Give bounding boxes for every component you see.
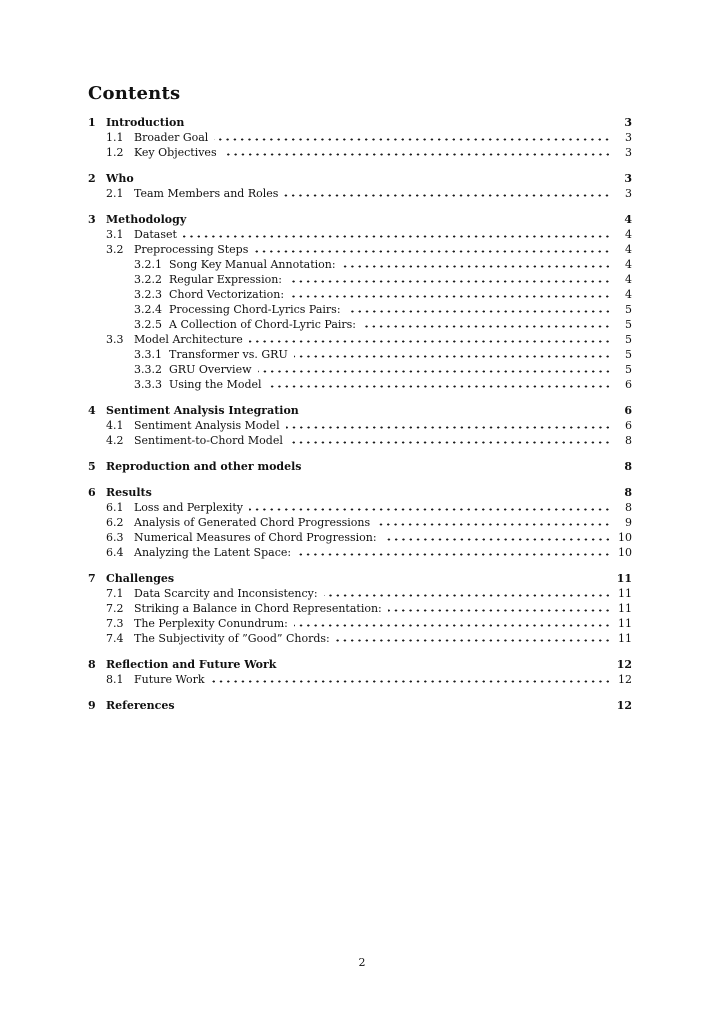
toc-entry-title: Processing Chord-Lyrics Pairs: [169,303,341,316]
toc-entry[interactable] [88,586,632,601]
toc-entry-title: Song Key Manual Annotation: [169,258,336,271]
toc-entry[interactable] [88,530,632,545]
toc-entry-title: Sentiment Analysis Model [134,419,280,432]
toc-entry[interactable] [88,171,632,186]
toc-entry[interactable] [88,459,632,474]
toc-entry-title: The Subjectivity of ”Good” Chords: [134,632,330,645]
toc-entry-number: 3 [88,213,96,226]
toc-entry-page: 8 [624,460,632,473]
toc-dot-leader [284,186,611,201]
toc-entry-page: 12 [616,658,632,671]
toc-entry-number: 3.1 [106,228,124,241]
toc-dot-leader [254,242,611,257]
toc-entry-number: 3.3.2 [134,363,162,376]
toc-list [88,115,632,713]
toc-entry[interactable] [88,302,632,317]
toc-entry-number: 6.1 [106,501,124,514]
toc-entry-page: 5 [625,303,632,316]
toc-dot-leader [282,657,611,672]
toc-dot-leader [249,332,611,347]
toc-dot-leader [140,171,611,186]
toc-entry[interactable] [88,242,632,257]
toc-entry-page: 5 [625,318,632,331]
toc-entry-page: 12 [616,699,632,712]
toc-entry-number: 1.2 [106,146,124,159]
toc-dot-leader [190,115,611,130]
toc-entry-number: 7.4 [106,632,124,645]
toc-entry[interactable] [88,500,632,515]
toc-entry[interactable] [88,571,632,586]
toc-entry[interactable] [88,287,632,302]
toc-entry-number: 3.3 [106,333,124,346]
toc-dot-leader [181,698,611,713]
toc-dot-leader [383,530,611,545]
toc-entry-page: 3 [624,172,632,185]
toc-entry-number: 6.2 [106,516,124,529]
toc-entry-number: 2 [88,172,96,185]
toc-entry-number: 3.2.1 [134,258,162,271]
toc-entry-title: Future Work [134,673,205,686]
toc-entry-title: Sentiment-to-Chord Model [134,434,283,447]
toc-entry-number: 2.1 [106,187,124,200]
toc-entry-page: 9 [625,516,632,529]
toc-entry-number: 4.1 [106,419,124,432]
toc-dot-leader [290,287,611,302]
toc-dot-leader [268,377,611,392]
toc-dot-leader [305,403,611,418]
toc-entry-page: 3 [625,146,632,159]
toc-dot-leader [362,317,611,332]
toc-entry-page: 6 [625,419,632,432]
toc-entry-page: 6 [625,378,632,391]
toc-entry-page: 8 [625,501,632,514]
toc-entry-page: 5 [625,363,632,376]
toc-dot-leader [158,485,611,500]
toc-entry-title: Introduction [106,116,185,129]
toc-entry-number: 3.2.2 [134,273,162,286]
toc-entry-number: 7.2 [106,602,124,615]
toc-entry-page: 4 [625,243,632,256]
toc-entry-title: Data Scarcity and Inconsistency: [134,587,318,600]
toc-entry-number: 4 [88,404,96,417]
toc-entry-page: 11 [618,587,632,600]
toc-entry-number: 7.1 [106,587,124,600]
toc-entry-page: 4 [625,228,632,241]
toc-entry-page: 8 [625,434,632,447]
toc-entry-title: Using the Model [169,378,262,391]
toc-entry-title: Regular Expression: [169,273,283,286]
toc-entry-number: 3.2 [106,243,124,256]
toc-entry-number: 6.3 [106,531,124,544]
toc-dot-leader [214,130,611,145]
toc-entry[interactable] [88,347,632,362]
toc-entry-title: Transformer vs. GRU [169,348,288,361]
toc-entry-page: 11 [616,572,632,585]
toc-dot-leader [308,459,612,474]
toc-entry-number: 3.2.4 [134,303,162,316]
toc-entry[interactable] [88,377,632,392]
toc-entry-title: The Perplexity Conundrum: [134,617,288,630]
toc-dot-leader [294,616,611,631]
toc-entry[interactable] [88,485,632,500]
toc-entry-page: 8 [624,486,632,499]
toc-entry-page: 4 [624,213,632,226]
toc-entry[interactable] [88,257,632,272]
toc-entry[interactable] [88,515,632,530]
toc-entry[interactable] [88,130,632,145]
toc-dot-leader [192,212,611,227]
toc-dot-leader [258,362,612,377]
toc-dot-leader [223,145,611,160]
toc-entry[interactable] [88,545,632,560]
toc-dot-leader [336,631,611,646]
toc-entry-title: Broader Goal [134,131,209,144]
toc-entry-number: 6 [88,486,96,499]
toc-entry-title: References [106,699,175,712]
toc-entry-page: 6 [624,404,632,417]
toc-dot-leader [288,272,611,287]
toc-entry-title: Numerical Measures of Chord Progression: [134,531,377,544]
toc-entry-page: 10 [618,546,632,559]
toc-entry-title: Analysis of Generated Chord Progressions [134,516,371,529]
toc-entry-title: Reflection and Future Work [106,658,277,671]
toc-entry-title: Model Architecture [134,333,243,346]
toc-entry-page: 10 [618,531,632,544]
toc-entry-title: A Collection of Chord-Lyric Pairs: [169,318,357,331]
toc-entry-title: Methodology [106,213,187,226]
toc-entry-number: 9 [88,699,96,712]
toc-entry-title: Dataset [134,228,177,241]
toc-entry-page: 3 [625,187,632,200]
toc-dot-leader [297,545,611,560]
toc-entry-number: 4.2 [106,434,124,447]
toc-entry-title: Loss and Perplexity [134,501,243,514]
toc-entry-number: 1 [88,116,96,129]
toc-entry[interactable] [88,631,632,646]
toc-entry-page: 11 [618,602,632,615]
toc-entry-number: 3.2.3 [134,288,162,301]
toc-entry[interactable] [88,145,632,160]
toc-entry[interactable] [88,616,632,631]
toc-entry-title: Key Objectives [134,146,217,159]
toc-entry-number: 1.1 [106,131,124,144]
toc-dot-leader [180,571,611,586]
toc-entry-page: 11 [618,617,632,630]
toc-dot-leader [376,515,611,530]
toc-entry-page: 11 [618,632,632,645]
page-number-footer: 2 [358,956,366,969]
toc-entry-number: 8.1 [106,673,124,686]
table-of-contents [88,83,632,713]
toc-entry-title: Striking a Balance in Chord Representation: [134,602,382,615]
toc-entry[interactable] [88,403,632,418]
toc-entry-number: 5 [88,460,96,473]
toc-entry[interactable] [88,601,632,616]
toc-entry-title: Who [106,172,134,185]
toc-dot-leader [211,672,611,687]
toc-entry[interactable] [88,433,632,448]
toc-entry-number: 7.3 [106,617,124,630]
toc-dot-leader [342,257,611,272]
toc-entry-page: 12 [618,673,632,686]
toc-dot-leader [249,500,611,515]
toc-entry-title: Challenges [106,572,175,585]
toc-entry[interactable] [88,317,632,332]
toc-entry-title: Preprocessing Steps [134,243,249,256]
toc-dot-leader [289,433,611,448]
toc-dot-leader [294,347,611,362]
toc-dot-leader [388,601,611,616]
toc-entry-page: 4 [625,258,632,271]
contents-heading: Contents [88,83,181,104]
toc-entry-page: 5 [625,348,632,361]
toc-entry-number: 3.3.3 [134,378,162,391]
toc-entry-title: GRU Overview [169,363,252,376]
toc-dot-leader [347,302,611,317]
toc-dot-leader [286,418,611,433]
toc-entry-number: 7 [88,572,96,585]
toc-entry-page: 3 [625,131,632,144]
toc-dot-leader [324,586,611,601]
toc-entry[interactable] [88,657,632,672]
toc-entry-title: Reproduction and other models [106,460,302,473]
toc-entry-page: 4 [625,273,632,286]
toc-entry-title: Sentiment Analysis Integration [106,404,299,417]
toc-dot-leader [183,227,611,242]
toc-entry-page: 5 [625,333,632,346]
toc-entry-number: 3.2.5 [134,318,162,331]
toc-entry[interactable] [88,212,632,227]
toc-entry-title: Results [106,486,152,499]
toc-entry[interactable] [88,418,632,433]
toc-entry-title: Analyzing the Latent Space: [134,546,292,559]
toc-entry[interactable] [88,227,632,242]
toc-entry[interactable] [88,186,632,201]
toc-entry[interactable] [88,672,632,687]
toc-entry-number: 8 [88,658,96,671]
toc-entry-title: Chord Vectorization: [169,288,285,301]
toc-entry[interactable] [88,698,632,713]
toc-entry[interactable] [88,272,632,287]
toc-entry[interactable] [88,362,632,377]
toc-entry-number: 6.4 [106,546,124,559]
toc-entry-title: Team Members and Roles [134,187,279,200]
toc-entry-number: 3.3.1 [134,348,162,361]
toc-entry-page: 3 [624,116,632,129]
toc-entry-page: 4 [625,288,632,301]
toc-entry[interactable] [88,332,632,347]
toc-entry[interactable] [88,115,632,130]
